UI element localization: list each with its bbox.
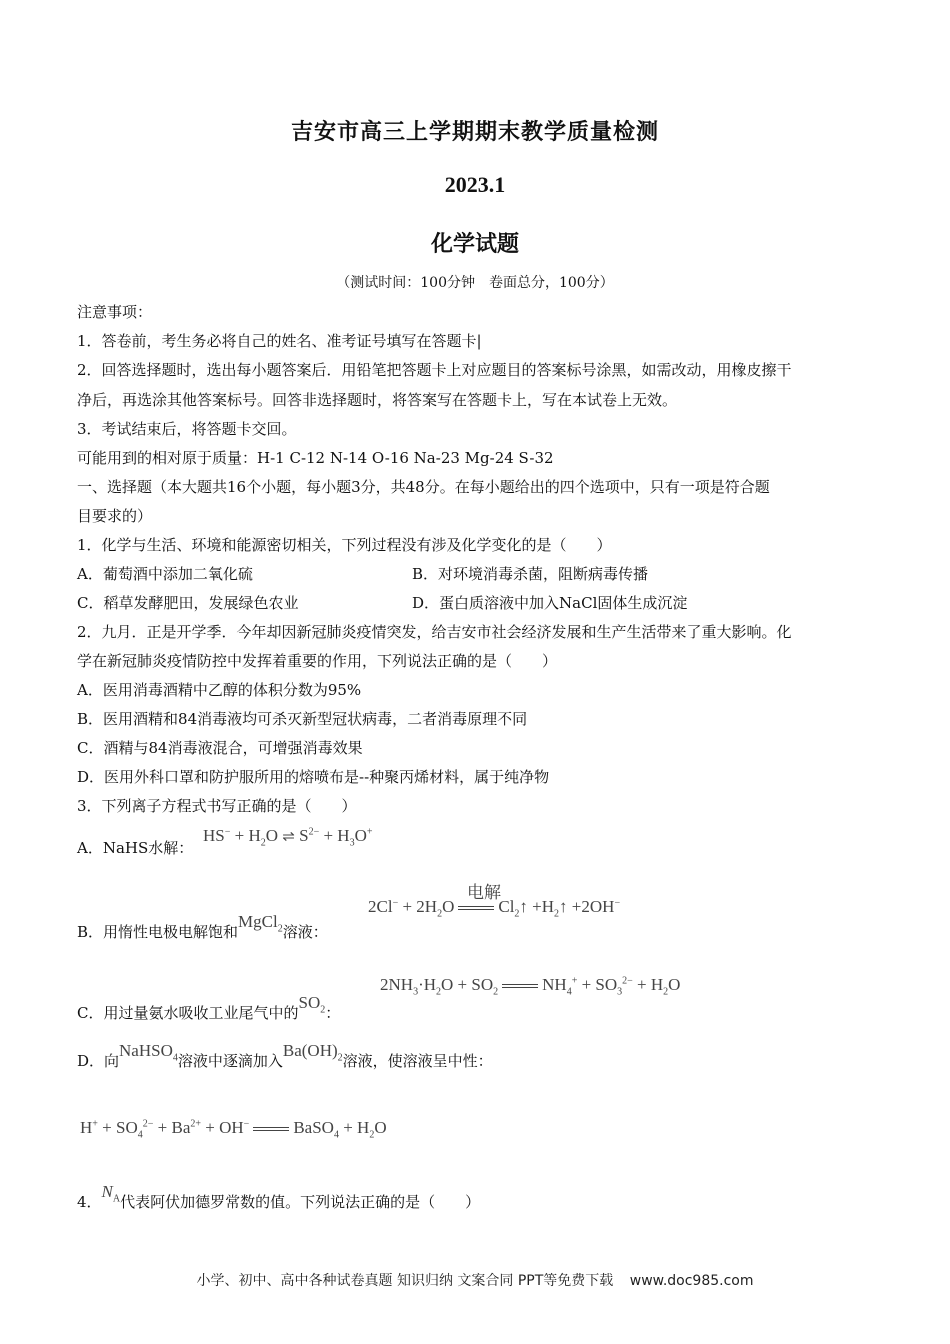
exam-time-info: （测试时间：100分钟 卷面总分，100分） <box>336 275 614 291</box>
note-item-2a: 2．回答选择题时，选出每小题答案后．用铅笔把答题卡上对应题目的答案标号涂黑，如需改动，用橡皮擦干 <box>77 361 792 379</box>
footer-url[interactable]: www.doc985.com <box>629 1273 754 1289</box>
q3-stem: 3．下列离子方程式书写正确的是（ ） <box>77 797 357 815</box>
note-item-3: 3．考试结束后，将答题卡交回。 <box>77 420 297 438</box>
q1-option-b: B．对环境消毒杀菌，阻断病毒传播 <box>412 565 649 583</box>
q3-option-c-equation: $2NH_3\cdot H_2O + SO_2$ $NH_4^+ + SO_3^{2-} + H_2O$ <box>380 975 681 998</box>
q2-option-c: C．酒精与84消毒液混合，可增强消毒效果 <box>77 739 363 757</box>
baoh2-formula: $Ba(OH)_2$ <box>282 1041 343 1064</box>
q2-option-a: A．医用消毒酒精中乙醇的体积分数为95% <box>77 681 362 699</box>
q3-option-c-label <box>77 993 341 1030</box>
so2-formula: $SO_2$ <box>298 993 326 1016</box>
notes-heading: 注意事项： <box>77 303 153 321</box>
q1-option-c: C．稻草发酵肥田，发展绿色农业 <box>77 594 299 612</box>
note-item-1: 1．答卷前，考生务必将自己的姓名、准考证号填写在答题卡| <box>77 332 482 350</box>
q3-option-b-label-a: B．用惰性电极电解饱和 <box>77 923 239 941</box>
q4-stem: 代表阿伏加德罗常数的值。下列说法正确的是（ ） <box>120 1193 481 1211</box>
exam-subject: 化学试题 <box>430 231 519 257</box>
q2-option-d: D．医用外科口罩和防护服所用的熔喷布是--种聚丙烯材料，属于纯净物 <box>77 768 550 786</box>
note-item-2b: 净后，再选涂其他答案标号。回答非选择题时，将答案写在答题卡上，写在本试卷上无效。 <box>77 391 678 409</box>
q3-option-d-equation: $H^+ + SO_4^{2-} + Ba^{2+} + OH^-$ BaSO$_4$ + $H_2O$ <box>80 1118 387 1141</box>
q4-line <box>77 1182 481 1219</box>
q3-option-c-label-a: C．用过量氨水吸收工业尾气中的 <box>77 1004 299 1022</box>
footer-text: 小学、初中、高中各种试卷真题 知识归纳 文案合同 PPT等免费下载 <box>196 1273 614 1289</box>
page-footer <box>0 1270 950 1290</box>
q3-option-d-label <box>77 1041 493 1078</box>
q2-stem-b: 学在新冠肺炎疫情防控中发挥着重要的作用，下列说法正确的是（ ） <box>77 652 558 670</box>
atomic-masses: 可能用到的相对原于质量：H-1 C-12 N-14 O-16 Na-23 Mg-24 S-32 <box>77 449 554 467</box>
q3-option-b-equation: $2Cl^- + 2H_2O$ $Cl_2↑$ $+H_2↑ +2OH^-$ <box>368 897 621 920</box>
q1-stem: 1．化学与生活、环境和能源密切相关，下列过程没有涉及化学变化的是（ ） <box>77 536 612 554</box>
q3-option-b-condition: 电解 <box>467 883 501 902</box>
q3-option-d-label-c: 溶液，使溶液呈中性： <box>342 1052 493 1070</box>
q3-option-d-label-b: 溶液中逐滴加入 <box>177 1052 283 1070</box>
mgcl2-formula: MgCl$_2$ <box>238 912 283 935</box>
q3-option-b-label <box>77 912 328 949</box>
q3-option-d-label-a: D．向 <box>77 1052 120 1070</box>
avogadro-symbol: $N_A$ <box>101 1182 121 1205</box>
q3-option-a-equation: $HS^- + H_2O$ ⇌ $S^{2-} + H_3O^+$ <box>203 826 373 849</box>
section-heading-a: 一、选择题（本大题共16个小题，每小题3分，共48分。在每小题给出的四个选项中，只有一项是符合题 <box>77 478 770 496</box>
q3-option-b-label-b: 溶液： <box>282 923 328 941</box>
q2-stem-a: 2．九月．正是开学季．今年却因新冠肺炎疫情突发，给吉安市社会经济发展和生产生活带来了重大影响。化 <box>77 623 792 641</box>
q1-option-a: A．葡萄酒中添加二氧化硫 <box>77 565 253 583</box>
q3-option-a-label: A．NaHS水解： <box>77 839 194 857</box>
q3-option-c-label-end: ： <box>325 1004 341 1022</box>
exam-title: 吉安市高三上学期期末教学质量检测 <box>290 119 659 145</box>
q4-number: 4． <box>77 1193 102 1211</box>
q1-option-d: D．蛋白质溶液中加入NaCl固体生成沉淀 <box>412 594 688 612</box>
exam-date: 2023.1 <box>444 172 506 197</box>
q2-option-b: B．医用酒精和84消毒液均可杀灭新型冠状病毒，二者消毒原理不同 <box>77 710 528 728</box>
section-heading-b: 目要求的） <box>77 507 153 525</box>
nahso4-formula: NaHSO$_4$ <box>119 1041 178 1064</box>
